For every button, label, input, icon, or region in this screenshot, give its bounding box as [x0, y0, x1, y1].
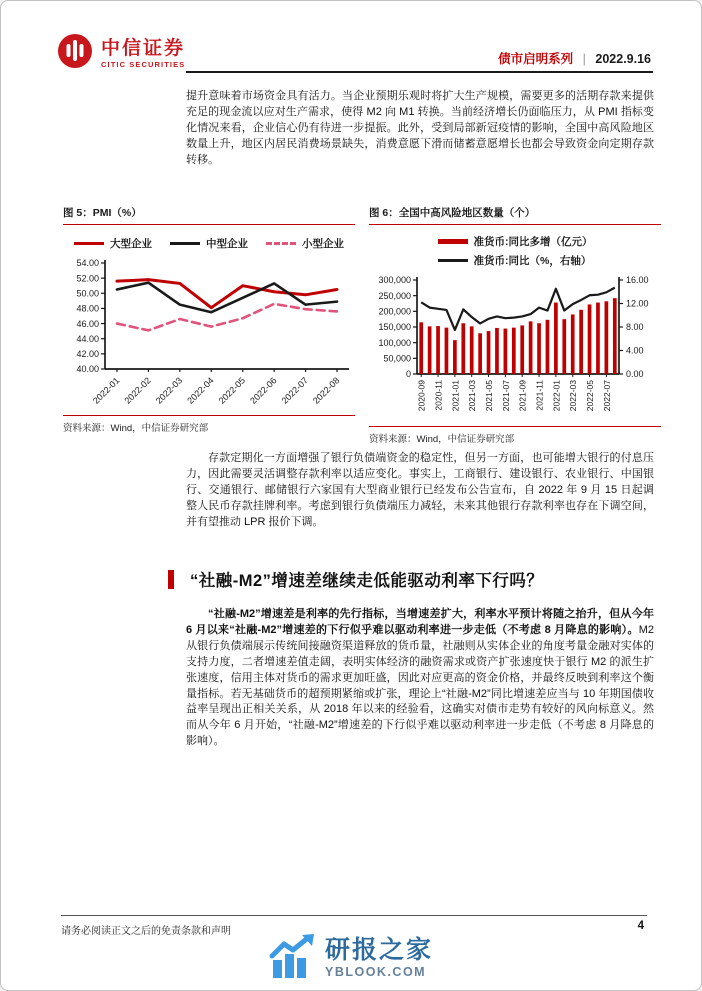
series-separator: | — [582, 52, 586, 66]
svg-text:50.00: 50.00 — [76, 288, 99, 299]
legend-swatch — [170, 242, 200, 245]
svg-text:200,000: 200,000 — [378, 306, 411, 317]
citic-logo-icon — [56, 32, 94, 75]
svg-text:2021-07: 2021-07 — [500, 380, 511, 412]
footer-rule — [61, 915, 647, 916]
legend-swatch — [438, 259, 468, 262]
svg-text:2020-09: 2020-09 — [416, 380, 427, 412]
figures-row — [63, 205, 661, 445]
legend-item — [438, 234, 593, 249]
svg-text:100,000: 100,000 — [378, 337, 411, 348]
svg-text:2022-02: 2022-02 — [122, 375, 153, 406]
svg-text:2022-05: 2022-05 — [216, 375, 248, 406]
svg-text:2021-05: 2021-05 — [484, 380, 495, 412]
section-title: “社融-M2”增速差继续走低能驱动利率下行吗？ — [190, 572, 544, 590]
svg-text:2021-09: 2021-09 — [517, 380, 528, 412]
legend-label: 小型企业 — [302, 238, 344, 250]
svg-text:2022-01: 2022-01 — [551, 380, 562, 412]
paragraph-shrong-m2-bold: “社融-M2”增速差是利率的先行指标，当增速差扩大，利率水平预计将随之抬升，但从今年 6 月以来“社融-M2”增速差的下行似乎难以驱动利率进一步走低（不考虑 8 月降息的影响）。 — [186, 608, 654, 636]
svg-text:0.00: 0.00 — [626, 369, 644, 380]
svg-text:2022-08: 2022-08 — [310, 375, 342, 406]
citic-logo — [56, 32, 185, 75]
figure-risk-areas-title: 图 6：全国中高风险地区数量（个） — [369, 205, 661, 225]
svg-text:2021-11: 2021-11 — [534, 380, 545, 411]
brand-name-cn: 中信证券 — [101, 37, 186, 59]
svg-text:2022-04: 2022-04 — [185, 375, 216, 406]
header-rule — [186, 71, 653, 73]
svg-text:2021-03: 2021-03 — [467, 380, 478, 412]
watermark-name-en: YBLOOK.COM — [324, 965, 427, 980]
paragraph-deposit-activity: 提升意味着市场资金具有活力。当企业预期乐观时将扩大生产规模，需要更多的活期存款来提供充足的现金流以应对生产需求，使得 M2 向 M1 转换。当前经济增长仍面临压力，从 PMI 指标变化情况来看，企业信心仍有待进一步提振。此外，受到局部新冠疫情的影响，全国中高风险地区数量上升，地区内居民消费场景缺失，消费意愿下滑而储蓄意愿增长也都会导致资金向定期存款转移。 — [186, 90, 654, 166]
svg-text:2022-06: 2022-06 — [248, 375, 279, 406]
figure-risk-areas-source: 资料来源：Wind，中信证券研究部 — [369, 426, 661, 445]
figure-risk-areas-legend — [369, 232, 661, 270]
svg-text:48.00: 48.00 — [76, 303, 99, 314]
svg-text:2022-01: 2022-01 — [90, 375, 122, 406]
paragraph-shrong-m2 — [186, 607, 654, 750]
svg-text:0: 0 — [405, 369, 411, 380]
svg-text:40.00: 40.00 — [76, 364, 99, 375]
svg-text:44.00: 44.00 — [76, 333, 99, 344]
svg-text:12.00: 12.00 — [626, 298, 649, 309]
svg-text:250,000: 250,000 — [378, 290, 411, 301]
disclaimer-text: 请务必阅读正文之后的免责条款和声明 — [61, 926, 231, 937]
section-accent-bar — [168, 570, 174, 589]
svg-text:2022-05: 2022-05 — [585, 380, 596, 412]
legend-swatch — [74, 242, 104, 245]
legend-item — [438, 253, 592, 268]
svg-text:52.00: 52.00 — [76, 273, 99, 284]
svg-text:2021-01: 2021-01 — [450, 380, 461, 412]
series-title: 债市启明系列 — [498, 52, 574, 66]
pmi-line-chart — [63, 255, 355, 413]
report-series-header — [498, 49, 651, 67]
figure-pmi-title: 图 5：PMI（%） — [63, 205, 355, 225]
svg-text:300,000: 300,000 — [378, 275, 411, 286]
svg-text:42.00: 42.00 — [76, 349, 99, 360]
svg-text:2022-03: 2022-03 — [568, 380, 579, 412]
svg-text:8.00: 8.00 — [626, 322, 644, 333]
paragraph-deposit-rates: 存款定期化一方面增强了银行负债端资金的稳定性，但另一方面，也可能增大银行的付息压力，因此需要灵活调整存款利率以适应变化。事实上，工商银行、建设银行、农业银行、中国银行、交通银行、邮储银行六家国有大型商业银行已经发布公告宣布，自 2022 年 9 月 15 日起调整人民币存款挂牌利率。考虑到银行负债端压力减轻，未来其他银行存款利率也存在下调空间，并有望推动 LPR 报价下调。 — [186, 452, 654, 528]
svg-text:50,000: 50,000 — [383, 353, 411, 364]
legend-item — [170, 236, 248, 251]
svg-text:150,000: 150,000 — [378, 322, 411, 333]
section-heading — [168, 567, 658, 591]
svg-text:46.00: 46.00 — [76, 318, 99, 329]
svg-text:2022-07: 2022-07 — [601, 380, 612, 412]
legend-swatch — [438, 239, 468, 244]
svg-text:4.00: 4.00 — [626, 345, 644, 356]
figure-pmi-source: 资料来源：Wind，中信证券研究部 — [63, 415, 355, 434]
brand-name-en: CITIC SECURITIES — [101, 59, 186, 69]
paragraph-shrong-m2-rest: M2 从银行负债端展示传统间接融资渠道释放的货币量，社融则从实体企业的角度考量金融对实体的支持力度，二者增速差值走阔，表明实体经济的融资需求或资产扩张速度快于银行 M2 的派生扩张速度，信用主体对货币的需求更加旺盛，因此对应更高的资金价格，并最终反映到利率这个衡量指标。若无基础货币的超预期紧缩或扩张，理论上“社融-M2”同比增速差应当与 10 年期国债收益率呈现出正相关关系，从 2018 年以来的经验看，这确实对债市走势有较好的风向标意义。然而从今年 6 月开始，“社融-M2”增速差的下行似乎难以驱动利率进一步走低（不考虑 8 月降息的影响）。 — [186, 623, 654, 748]
page-number: 4 — [637, 920, 644, 932]
watermark-name-cn: 研报之家 — [324, 936, 433, 965]
figure-pmi — [63, 205, 355, 445]
svg-text:2020-11: 2020-11 — [433, 380, 444, 411]
legend-swatch — [266, 242, 296, 245]
legend-label: 中型企业 — [206, 238, 248, 250]
watermark-chart-icon — [269, 934, 317, 983]
watermark-logo — [1, 934, 701, 983]
figure-pmi-legend — [63, 232, 355, 253]
legend-item — [266, 236, 344, 251]
quasi-money-combo-chart — [369, 272, 661, 424]
svg-text:16.00: 16.00 — [626, 275, 649, 286]
svg-text:2022-07: 2022-07 — [279, 375, 310, 406]
figure-risk-areas — [369, 205, 661, 445]
legend-label: 准货币:同比多增（亿元） — [473, 236, 593, 248]
svg-text:2022-03: 2022-03 — [153, 375, 185, 406]
svg-text:54.00: 54.00 — [76, 258, 99, 269]
legend-item — [74, 236, 152, 251]
report-date: 2022.9.16 — [595, 52, 651, 66]
legend-label: 准货币:同比（%，右轴） — [473, 255, 592, 267]
legend-label: 大型企业 — [110, 238, 152, 250]
